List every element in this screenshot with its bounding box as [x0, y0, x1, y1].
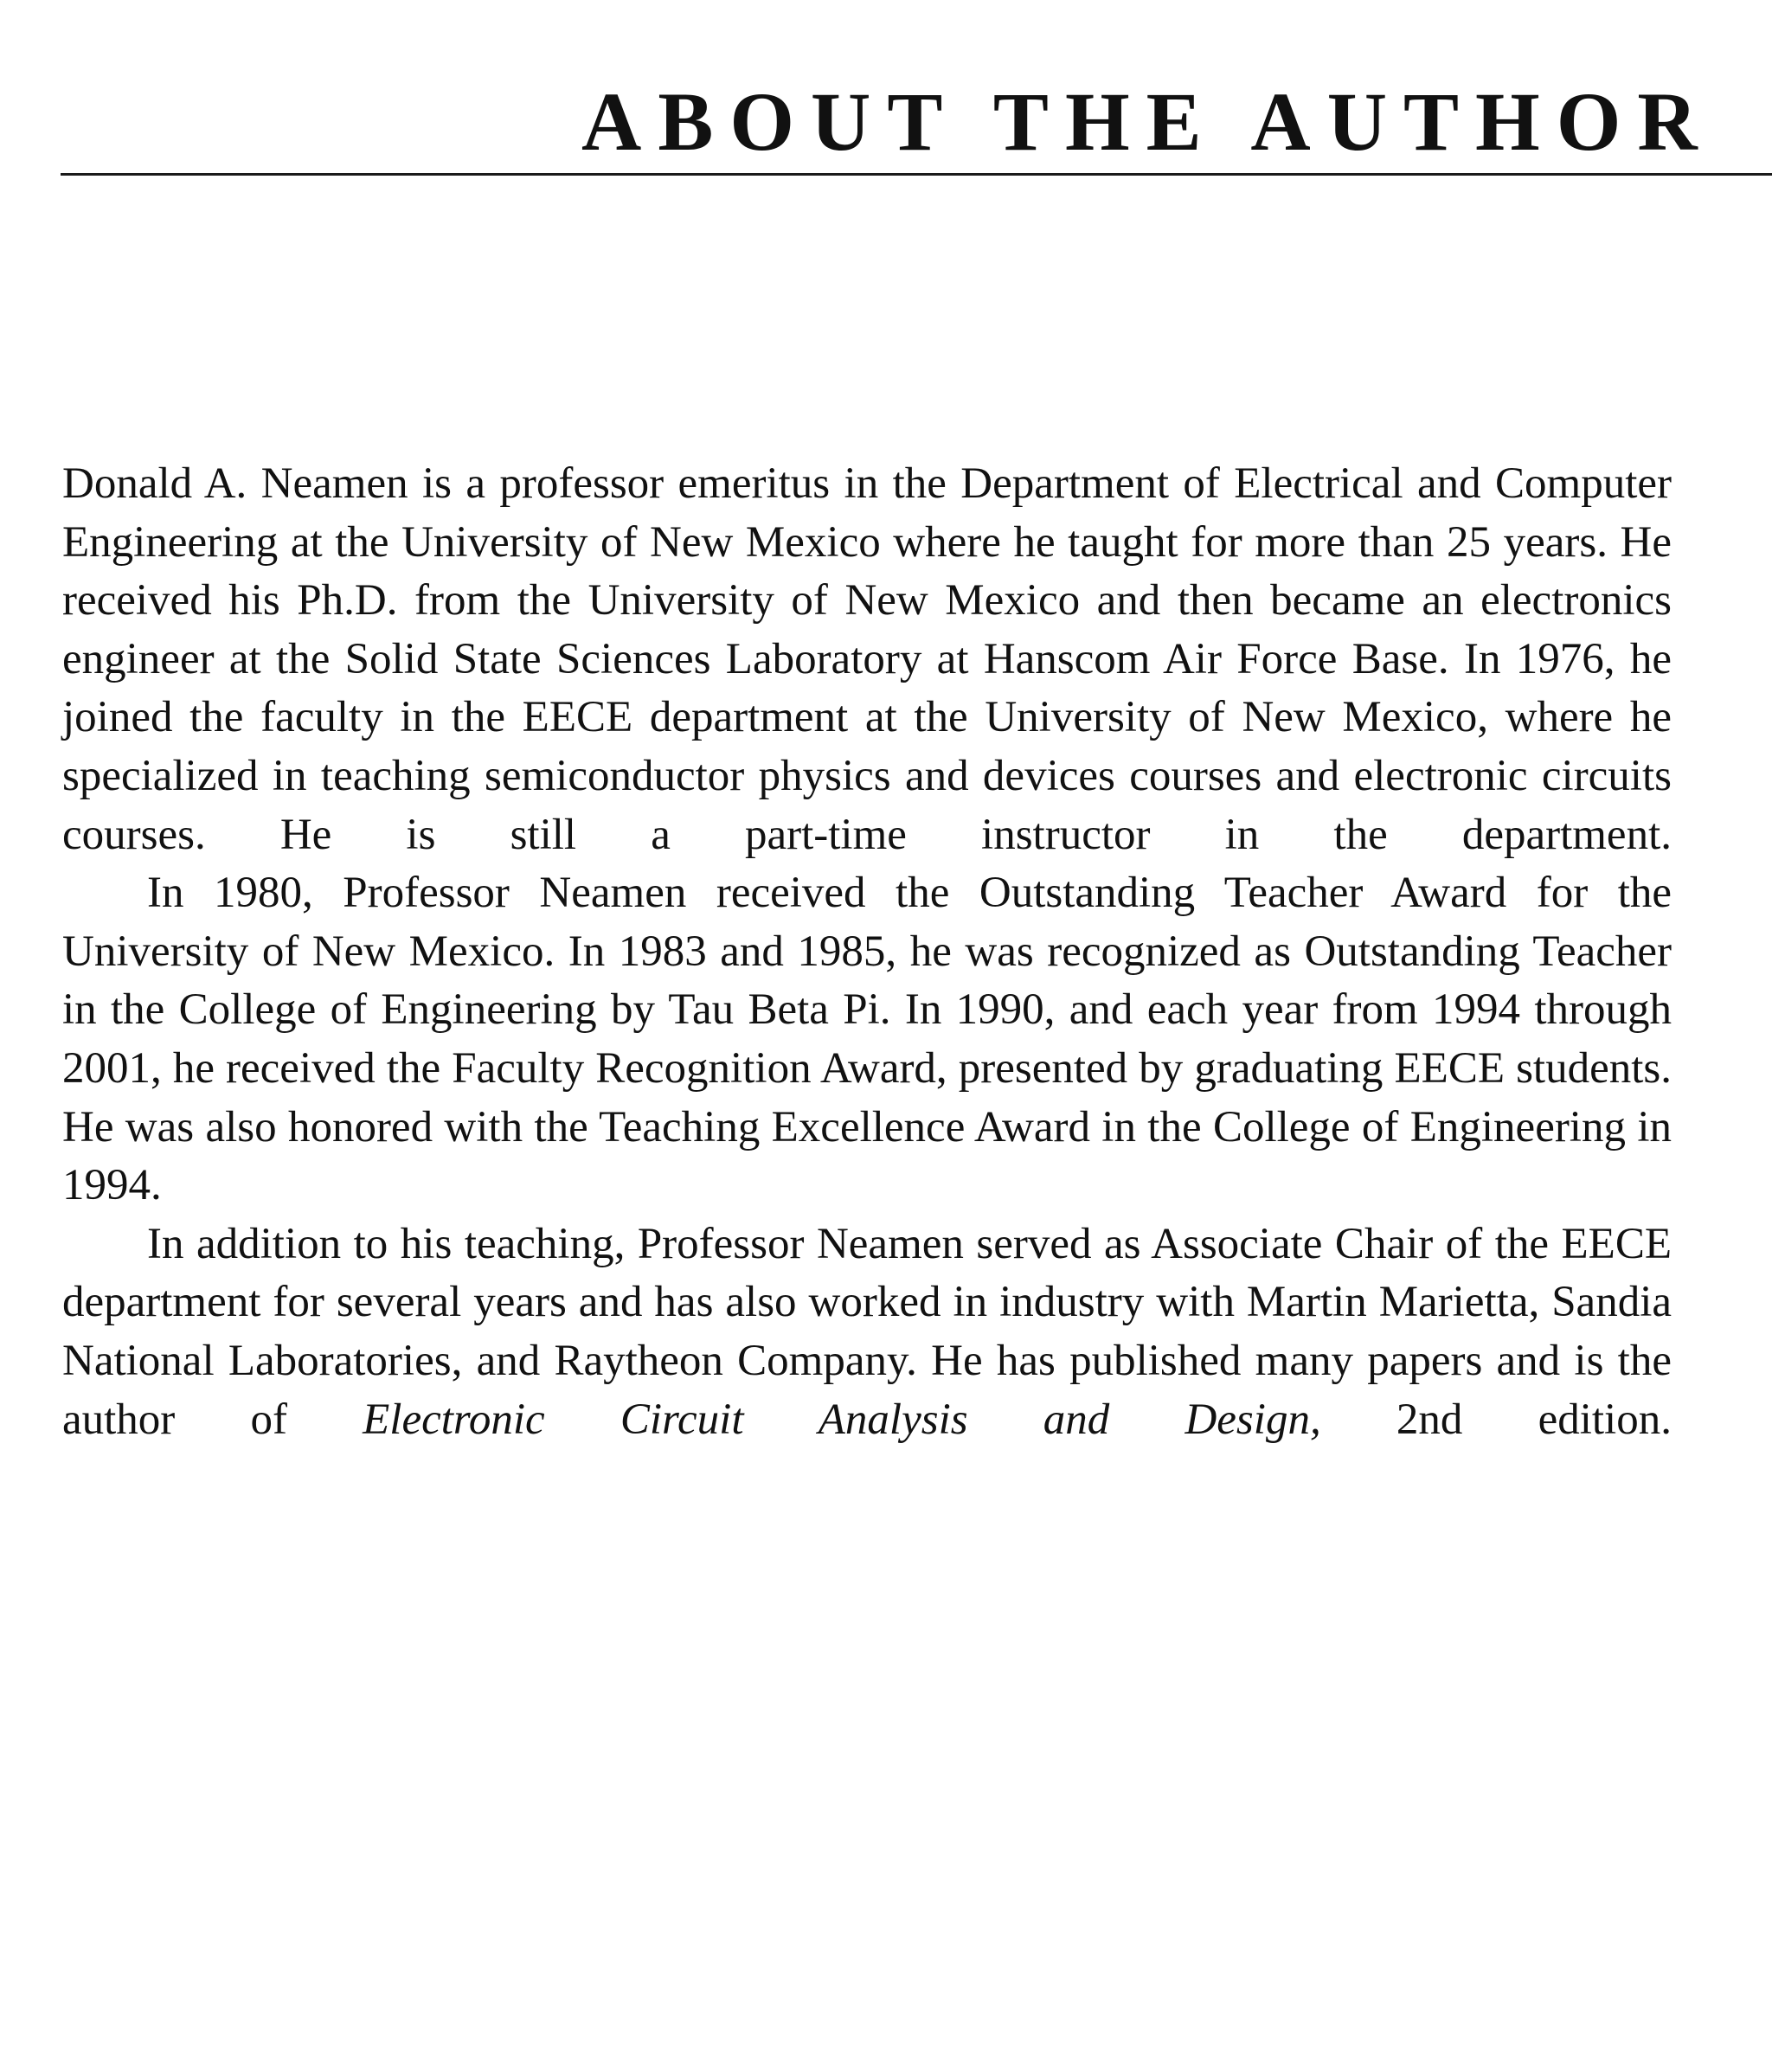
bio-paragraph-3-text: In addition to his teaching, Professor Neamen served as Associate Chair of the EECE department for several years and has also worked in industry with Martin Marietta, Sandia National Laboratories, and Raytheon Company. He has published many papers and is the author of — [62, 1219, 1672, 1444]
page-title: ABOUT THE AUTHOR — [581, 75, 1714, 168]
bio-paragraph-2: In 1980, Professor Neamen received the Outstanding Teacher Award for the University of New Mexico. In 1983 and 1985, he was recognized as Outstanding Teacher in the College of Engineering by Tau Beta Pi. In 1990, and each year from 1994 through 2001, he received the Faculty Recognition Award, presented by graduating EECE students. He was also honored with the Teaching Excellence Award in the College of Engineering in 1994. — [62, 869, 1672, 1210]
author-bio — [62, 455, 1672, 1449]
header-rule — [61, 173, 1772, 176]
book-title: Electronic Circuit Analysis and Design, — [363, 1395, 1321, 1444]
bio-paragraph-3-ending: 2nd edition. — [1320, 1395, 1672, 1444]
bio-paragraph-3 — [62, 1216, 1672, 1449]
page-header — [0, 0, 1772, 182]
bio-paragraph-1: Donald A. Neamen is a professor emeritus in the Department of Electrical and Computer Engineering at the University of New Mexico where he taught for more than 25 years. He received his Ph.D. from the University of New Mexico and then became an electronics engineer at the Solid State Sciences Laboratory at Hanscom Air Force Base. In 1976, he joined the faculty in the EECE department at the University of New Mexico, where he specialized in teaching semiconductor physics and devices courses and electronic circuits courses. He is still a part-time instructor in the department. — [62, 459, 1672, 859]
